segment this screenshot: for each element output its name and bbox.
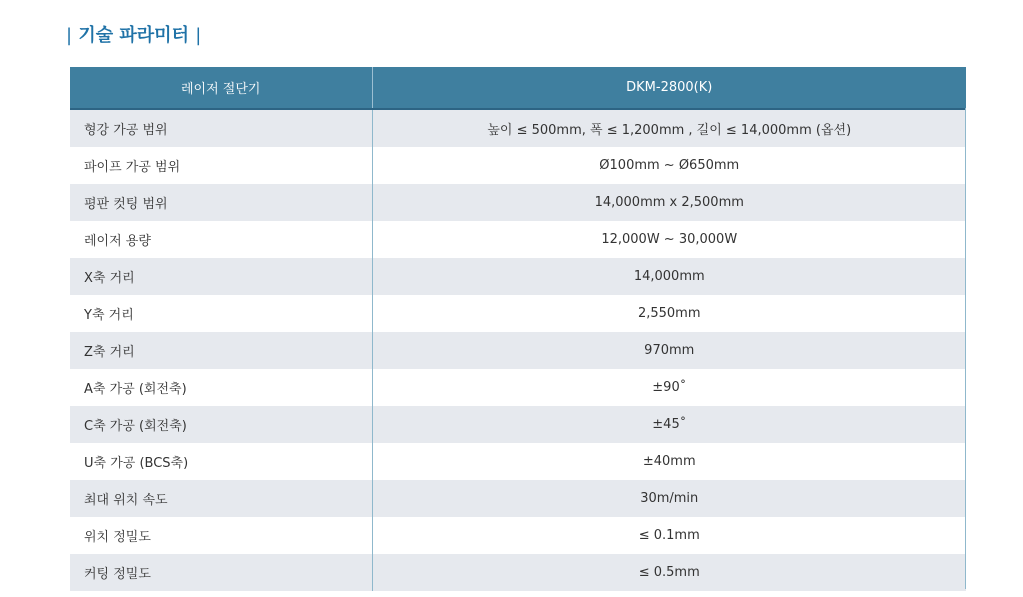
row-label: 파이프 가공 범위 xyxy=(70,147,372,184)
row-label: 형강 가공 범위 xyxy=(70,109,372,147)
header-model-cell: DKM-2800(K) xyxy=(372,67,966,109)
row-label: A축 가공 (회전축) xyxy=(70,369,372,406)
row-value: 14,000mm x 2,500mm xyxy=(372,184,966,221)
section-title xyxy=(66,24,201,48)
row-value: 높이 ≤ 500mm, 폭 ≤ 1,200mm , 길이 ≤ 14,000mm (옵션) xyxy=(372,109,966,147)
row-value: 14,000mm xyxy=(372,258,966,295)
table-row xyxy=(70,480,966,517)
row-value: 2,550mm xyxy=(372,295,966,332)
table-row xyxy=(70,109,966,147)
row-value: 970mm xyxy=(372,332,966,369)
row-value: ±40mm xyxy=(372,443,966,480)
row-value: ≤ 0.1mm xyxy=(372,517,966,554)
spec-table xyxy=(70,67,966,591)
row-label: 평판 컷팅 범위 xyxy=(70,184,372,221)
table-row xyxy=(70,184,966,221)
table-row xyxy=(70,443,966,480)
table-row xyxy=(70,406,966,443)
header-label-cell: 레이저 절단기 xyxy=(70,67,372,109)
row-value: 30m/min xyxy=(372,480,966,517)
title-text: 기술 파라미터 xyxy=(78,25,189,46)
row-value: ±90˚ xyxy=(372,369,966,406)
row-label: X축 거리 xyxy=(70,258,372,295)
table-row xyxy=(70,554,966,591)
table-row xyxy=(70,295,966,332)
title-bar-left: | xyxy=(66,25,73,46)
row-label: 레이저 용량 xyxy=(70,221,372,258)
row-label: 최대 위치 속도 xyxy=(70,480,372,517)
table-header-row xyxy=(70,67,966,109)
row-label: 커팅 정밀도 xyxy=(70,554,372,591)
row-label: Z축 거리 xyxy=(70,332,372,369)
table-row xyxy=(70,332,966,369)
row-value: Ø100mm ~ Ø650mm xyxy=(372,147,966,184)
row-label: C축 가공 (회전축) xyxy=(70,406,372,443)
row-label: Y축 거리 xyxy=(70,295,372,332)
table-row xyxy=(70,517,966,554)
title-bar-right: | xyxy=(195,25,202,46)
table-row xyxy=(70,147,966,184)
table-row xyxy=(70,369,966,406)
table-row xyxy=(70,221,966,258)
row-label: 위치 정밀도 xyxy=(70,517,372,554)
row-value: 12,000W ~ 30,000W xyxy=(372,221,966,258)
row-value: ≤ 0.5mm xyxy=(372,554,966,591)
row-value: ±45˚ xyxy=(372,406,966,443)
table-row xyxy=(70,258,966,295)
row-label: U축 가공 (BCS축) xyxy=(70,443,372,480)
table-right-border xyxy=(965,108,966,589)
